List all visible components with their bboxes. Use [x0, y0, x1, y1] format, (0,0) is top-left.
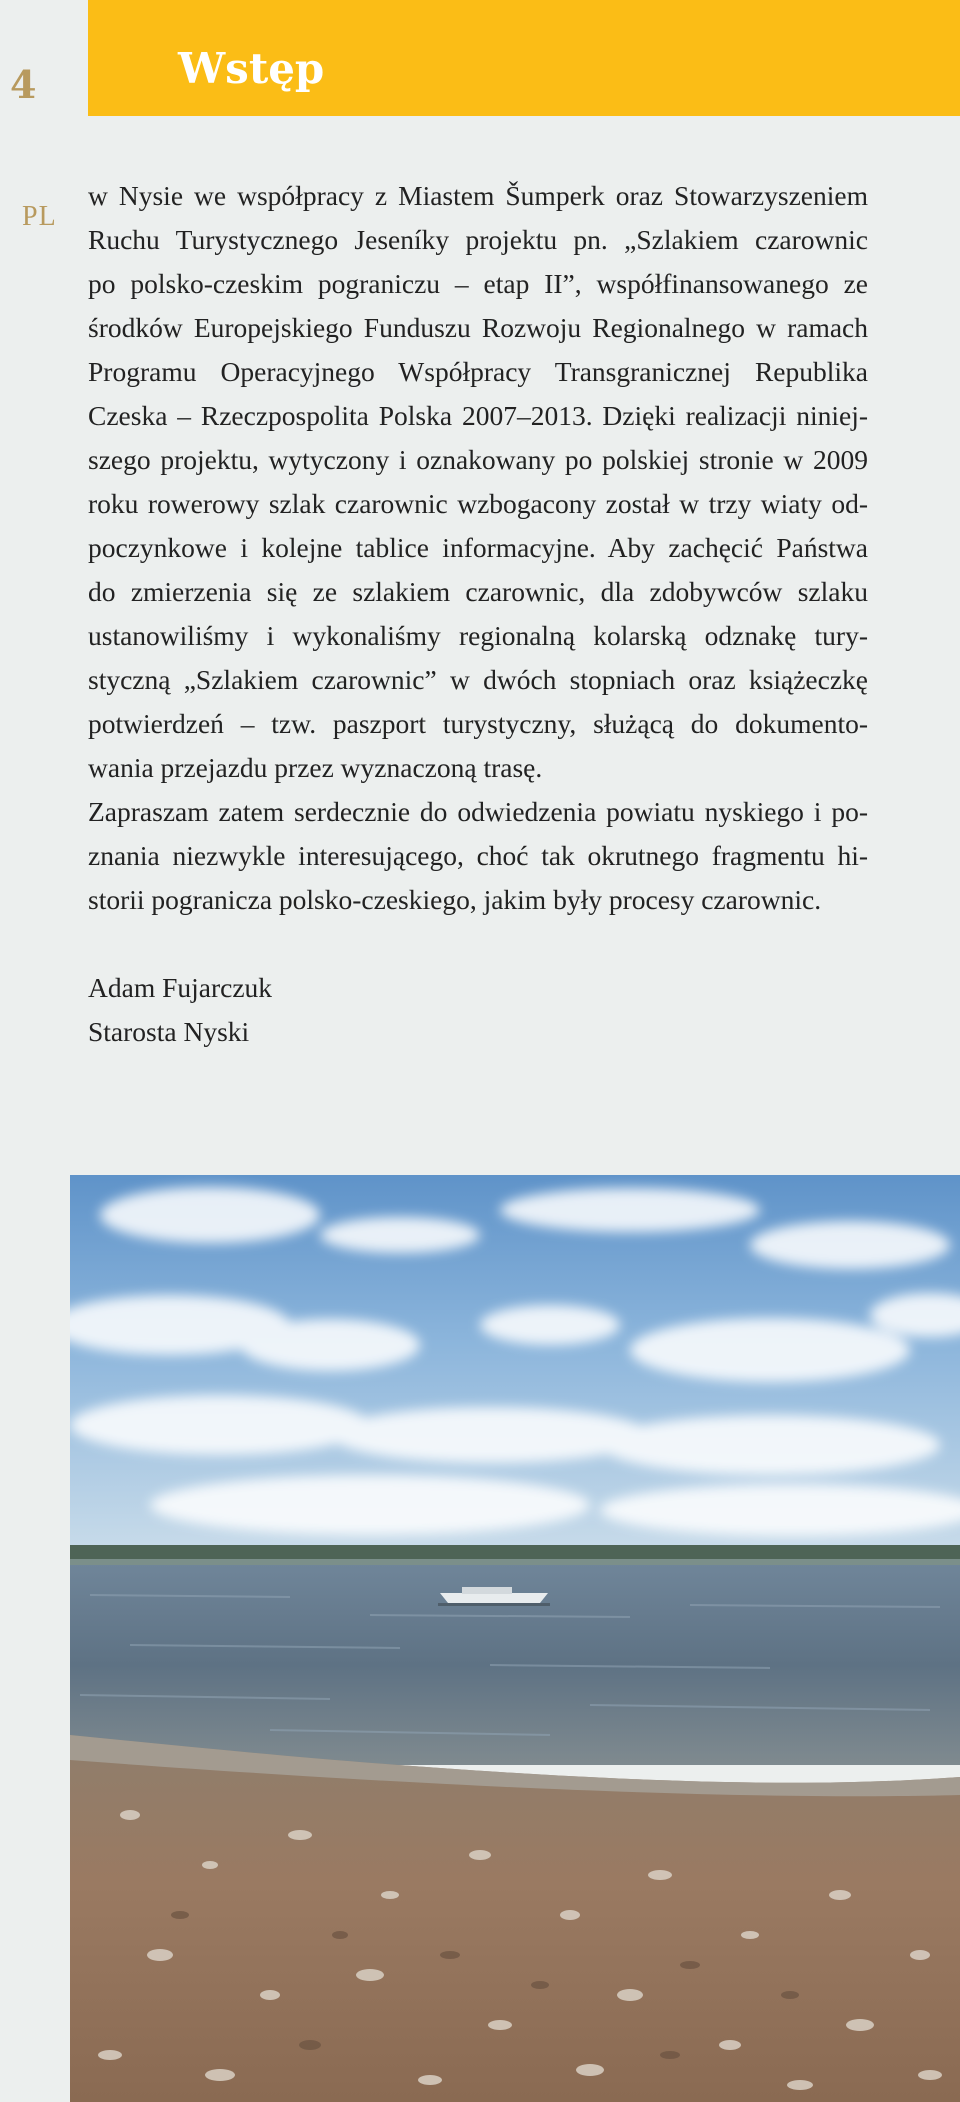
text-line: styczną „Szlakiem czarownic” w dwóch stopniach oraz książeczkę: [88, 664, 868, 695]
header-band: [88, 0, 960, 116]
body-text: [88, 174, 868, 922]
signature-block: [88, 966, 272, 1054]
text-line: storii pogranicza polsko-czeskiego, jakim były procesy czarownic.: [88, 884, 822, 915]
text-line: potwierdzeń – tzw. paszport turystyczny, służącą do dokumento-: [88, 708, 868, 739]
text-line: Czeska – Rzeczpospolita Polska 2007–2013. Dzięki realizacji niniej-: [88, 400, 868, 431]
text-line: znania niezwykle interesującego, choć tak okrutnego fragmentu hi-: [88, 840, 868, 871]
signature-name: Adam Fujarczuk: [88, 972, 273, 1003]
text-line: do zmierzenia się ze szlakiem czarownic, dla zdobywców szlaku: [88, 576, 868, 607]
text-line: po polsko-czeskim pograniczu – etap II”, współfinansowanego ze: [88, 268, 868, 299]
text-line: Zapraszam zatem serdecznie do odwiedzenia powiatu nyskiego i po-: [88, 796, 868, 827]
lake-shore-photo: [70, 1175, 960, 2102]
text-line: w Nysie we współpracy z Miastem Šumperk oraz Stowarzyszeniem: [88, 180, 868, 211]
language-label: PL: [22, 201, 57, 232]
text-line: poczynkowe i kolejne tablice informacyjne. Aby zachęcić Państwa: [88, 532, 868, 563]
text-line: środków Europejskiego Funduszu Rozwoju Regionalnego w ramach: [88, 312, 868, 343]
text-line: roku rowerowy szlak czarownic wzbogacony został w trzy wiaty od-: [88, 488, 868, 519]
page-title: Wstęp: [178, 44, 325, 93]
signature-role: Starosta Nyski: [88, 1016, 250, 1047]
lake-shore-illustration: [70, 1175, 960, 2102]
text-line: Programu Operacyjnego Współpracy Transgranicznej Republika: [88, 356, 868, 387]
text-line: ustanowiliśmy i wykonaliśmy regionalną kolarską odznakę tury-: [88, 620, 868, 651]
page-number: 4: [10, 62, 37, 107]
text-line: szego projektu, wytyczony i oznakowany po polskiej stronie w 2009: [88, 444, 868, 475]
text-line: wania przejazdu przez wyznaczoną trasę.: [88, 752, 543, 783]
distant-shore: [70, 1545, 960, 1561]
text-line: Ruchu Turystycznego Jeseníky projektu pn. „Szlakiem czarownic: [88, 224, 868, 255]
